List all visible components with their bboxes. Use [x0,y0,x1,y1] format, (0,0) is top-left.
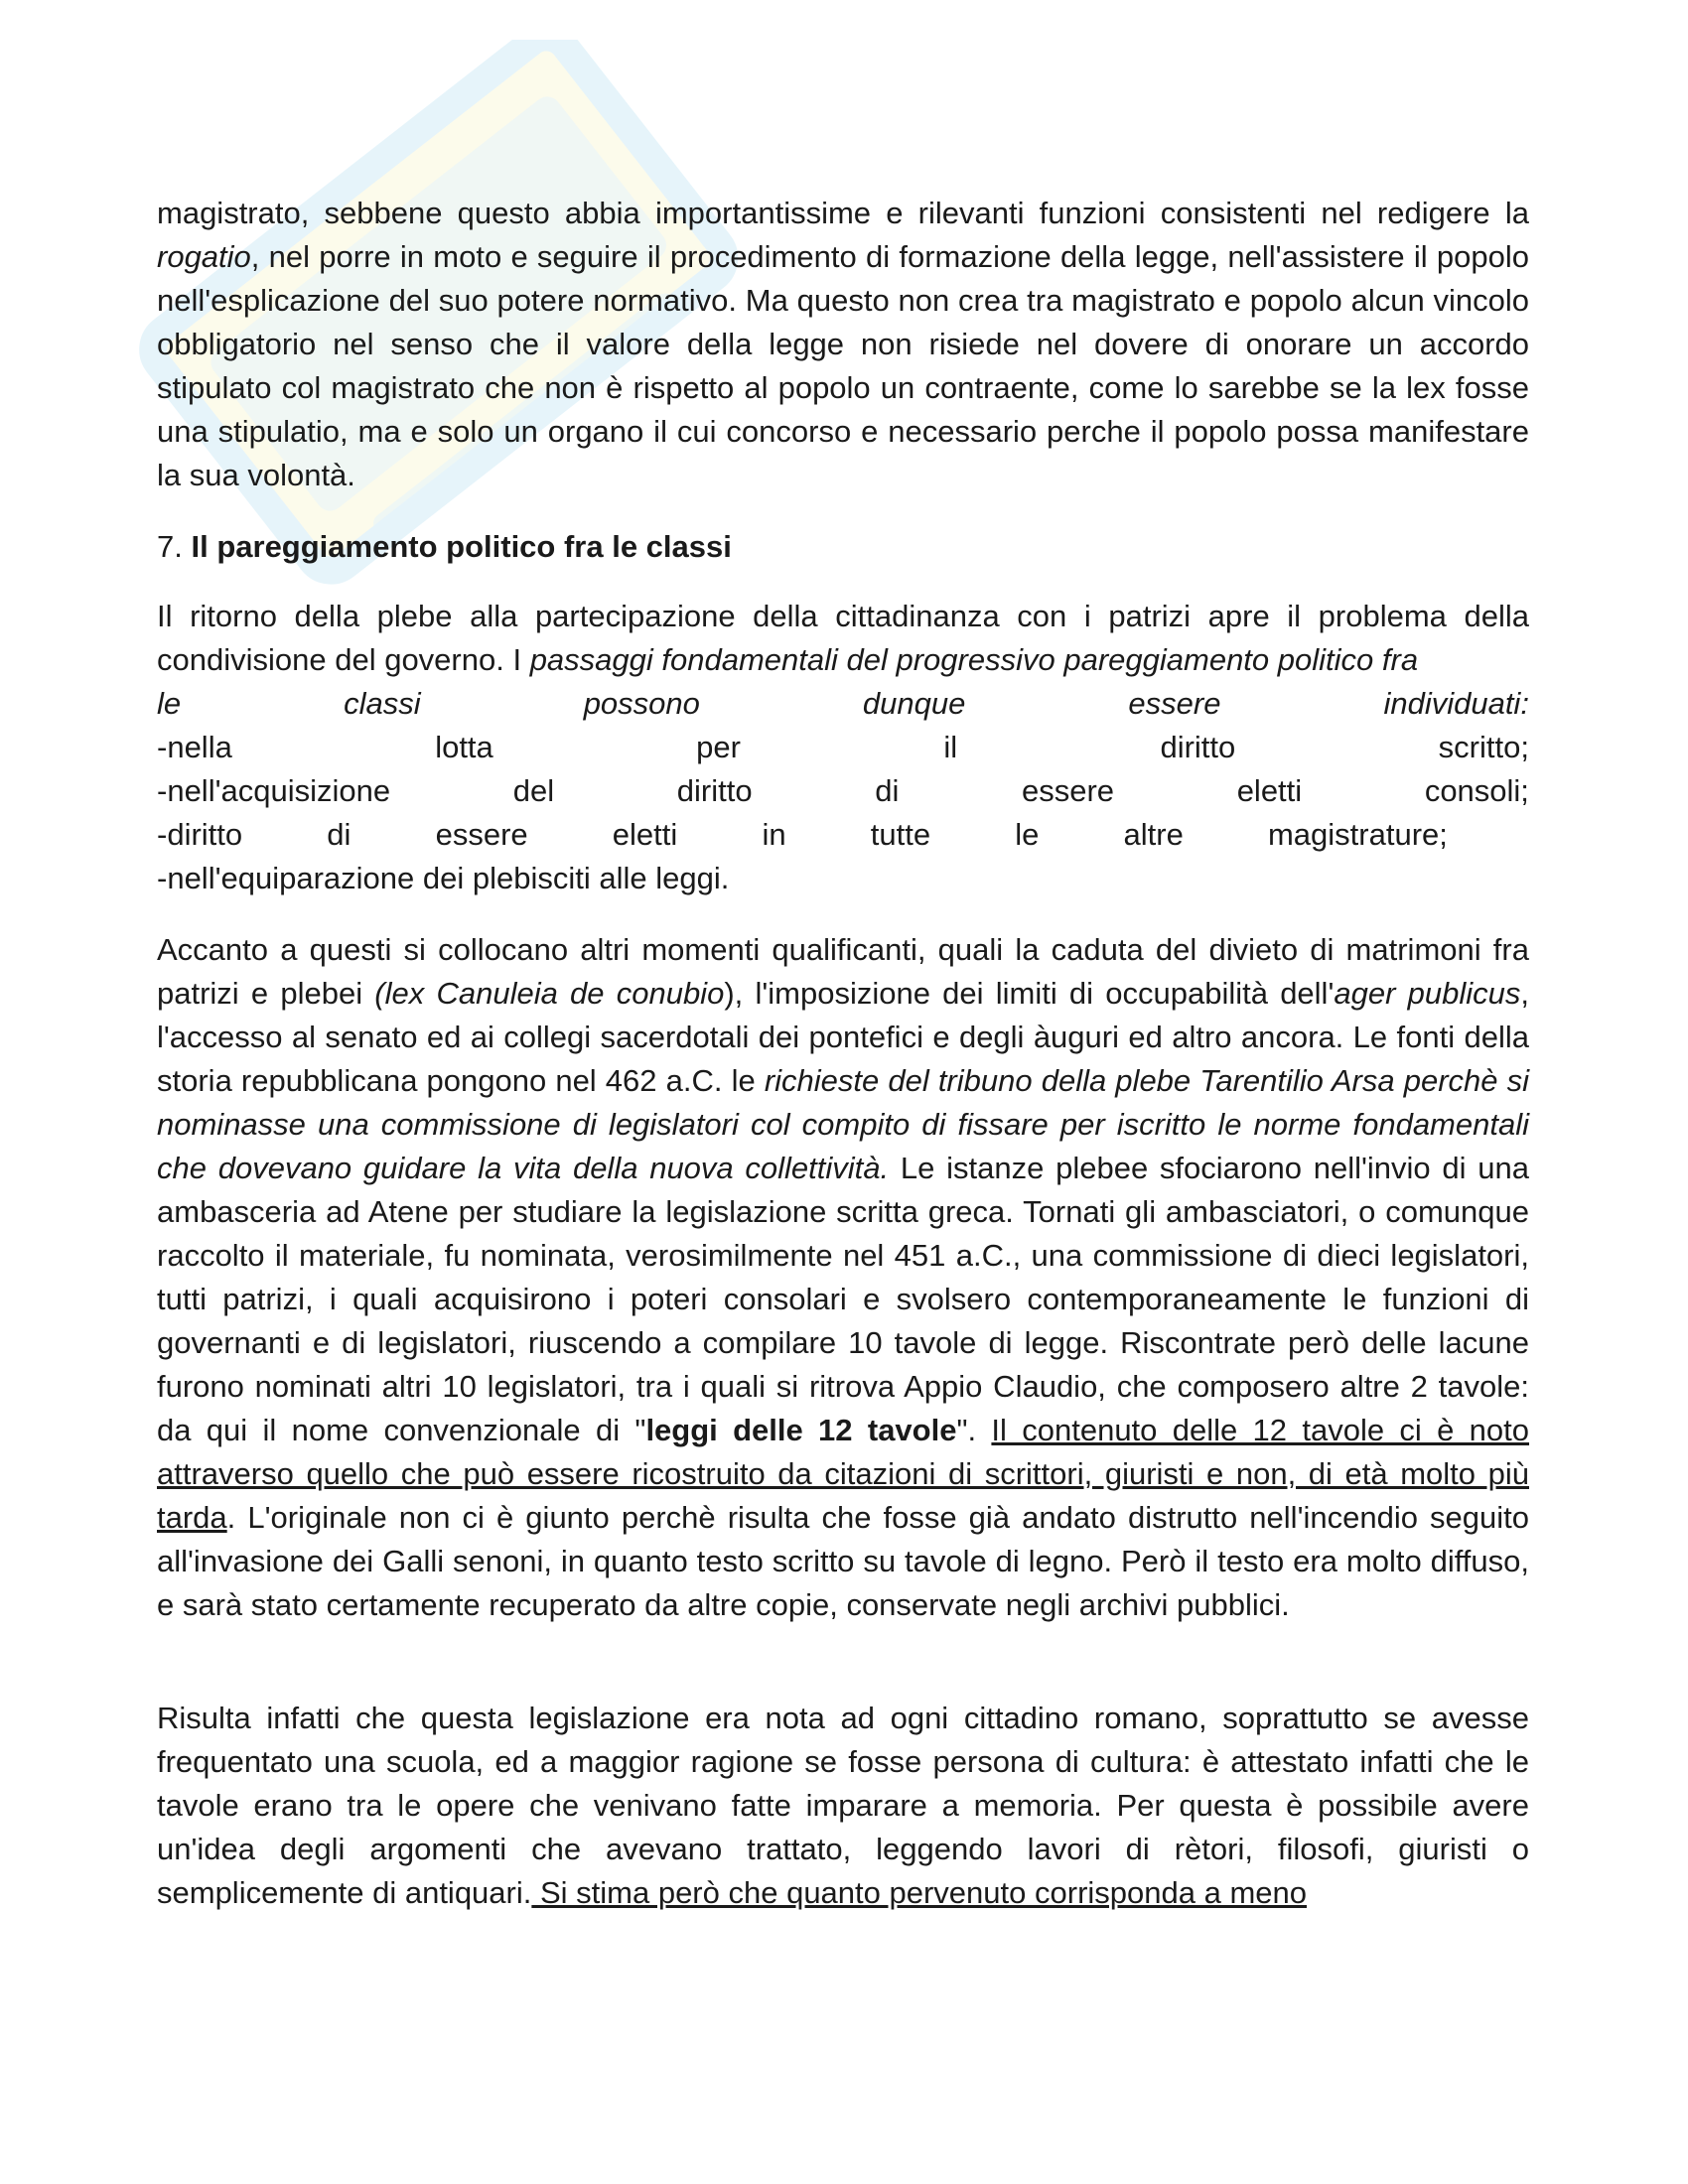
paragraph-dodici-tavole: Accanto a questi si collocano altri momenti qualificanti, quali la caduta del divieto di matrimoni fra patrizi e plebei (lex Canuleia de conubio), l'imposizione dei limiti di occupabilità dell'ager publicus, l'accesso al senato ed ai collegi sacerdotali dei pontefici e degli àuguri ed altro ancora. Le fonti della storia repubblicana pongono nel 462 a.C. le richieste del tribuno della plebe Tarentilio Arsa perchè si nominasse una commissione di legislatori col compito di fissare per iscritto le norme fondamentali che dovevano guidare la vita della nuova collettività. Le istanze plebee sfociarono nell'invio di una ambasceria ad Atene per studiare la legislazione scritta greca. Tornati gli ambasciatori, o comunque raccolto il materiale, fu nominata, verosimilmente nel 451 a.C., una commissione di dieci legislatori, tutti patrizi, i quali acquisirono i poteri consolari e svolsero contemporaneamente le funzioni di governanti e di legislatori, riuscendo a compilare 10 tavole di legge. Riscontrate però delle lacune furono nominati altri 10 legislatori, tra i quali si ritrova Appio Claudio, che composero altre 2 tavole: da qui il nome convenzionale di "leggi delle 12 tavole". Il contenuto delle 12 tavole ci è noto attraverso quello che può essere ricostruito da citazioni di scrittori, giuristi e non, di età molto più tarda. L'originale non ci è giunto perchè risulta che fosse già andato distrutto nell'incendio seguito all'invasione dei Galli senoni, in quanto testo scritto su tavole di legno. Però il testo era molto diffuso, e sarà stato certamente recuperato da altre copie, conservate negli archivi pubblici. [157,932,1530,1622]
paragraph-intro: Il ritorno della plebe alla partecipazione della cittadinanza con i patrizi apre il problema della condivisione del governo. I passaggi fondamentali del progressivo pareggiamento politico fra [157,599,1529,677]
section-title: Il pareggiamento politico fra le classi [191,529,732,564]
list-item-magistrature: -diritto di essere eletti in tutte le altre magistrature; [157,817,1448,852]
justified-line-classi: le classi possono dunque essere individuati: [157,686,1529,721]
underlined-passage-end: Si stima però che quanto pervenuto corrisponda a meno [531,1875,1307,1910]
section-heading [157,525,1529,569]
list-item-diritto-scritto: -nella lotta per il diritto scritto; [157,730,1529,764]
section-number: 7. [157,529,183,564]
list-item-consoli: -nell'acquisizione del diritto di essere eletti consoli; [157,773,1529,808]
underlined-passage: Il contenuto delle 12 tavole ci è noto attraverso quello che può essere ricostruito da citazioni di scrittori, giuristi e non, di età molto più tarda [157,1413,1530,1535]
bold-term: leggi delle 12 tavole [645,1413,957,1447]
document-page [157,192,1529,1915]
paragraph-rogatio: magistrato, sebbene questo abbia importantissime e rilevanti funzioni consistenti nel redigere la rogatio, nel porre in moto e seguire il procedimento di formazione della legge, nell'assistere il popolo nell'esplicazione del suo potere normativo. Ma questo non crea tra magistrato e popolo alcun vincolo obbligatorio nel senso che il valore della legge non risiede nel dovere di onorare un accordo stipulato col magistrato che non è rispetto al popolo un contraente, come lo sarebbe se la lex fosse una stipulatio, ma e solo un organo il cui concorso e necessario perche il popolo possa manifestare la sua volontà. [157,196,1529,492]
paragraph-memoria: Risulta infatti che questa legislazione era nota ad ogni cittadino romano, soprattutto se avesse frequentato una scuola, ed a maggior ragione se fosse persona di cultura: è attestato infatti che le tavole erano tra le opere che venivano fatte imparare a memoria. Per questa è possibile avere un'idea degli argomenti che avevano trattato, leggendo lavori di rètori, filosofi, giuristi o semplicemente di antiquari. Si stima però che quanto pervenuto corrisponda a meno [157,1701,1529,1910]
list-item-plebisciti: -nell'equiparazione dei plebisciti alle leggi. [157,861,730,895]
